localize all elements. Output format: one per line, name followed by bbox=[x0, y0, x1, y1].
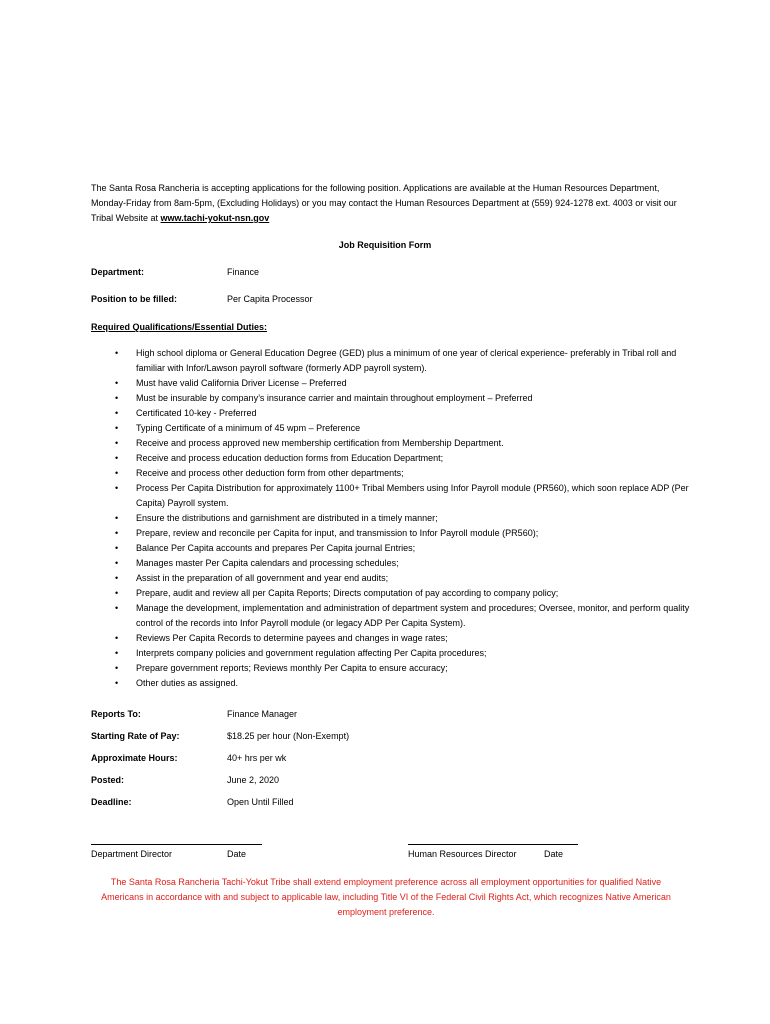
list-item: • Manage the development, implementation and administration of department system and procedures; Oversee, monitor, and perform quality control of the records into Infor Payroll module (or legacy ADP Per Capita System). bbox=[115, 603, 690, 628]
list-item: • Must be insurable by company’s insurance carrier and maintain throughout employment – Preferred bbox=[91, 391, 691, 406]
bullet: • bbox=[115, 348, 119, 358]
form-title: Job Requisition Form bbox=[338, 240, 432, 250]
bullet: • bbox=[115, 633, 119, 643]
bullet: • bbox=[115, 678, 119, 688]
bullet: • bbox=[115, 438, 119, 448]
hr-director-date-label: Date bbox=[544, 849, 564, 859]
deadline-value: Open Until Filled bbox=[227, 797, 294, 807]
list-item: • Prepare, review and reconcile per Capita for input, and transmission to Infor Payroll module (PR560); bbox=[91, 526, 691, 541]
list-item: • Prepare, audit and review all per Capita Reports; Directs computation of pay according to company policy; bbox=[91, 586, 691, 601]
reports-to-label: Reports To: bbox=[91, 709, 141, 719]
tribal-website-link[interactable]: www.tachi-yokut-nsn.gov bbox=[160, 213, 270, 223]
list-item: • Interprets company policies and government regulation affecting Per Capita procedures; bbox=[91, 646, 691, 661]
list-item: • Balance Per Capita accounts and prepares Per Capita journal Entries; bbox=[91, 541, 691, 556]
intro-text: The Santa Rosa Rancheria is accepting applications for the following position. Applications are available at the Human Resources Department, Monday-Friday from 8am-5pm, (Excluding Holidays) or you may contact the Human Resources Department at (559) 924-1278 ext. 4003 or visit our Tribal Website at bbox=[91, 183, 677, 223]
hr-director-signature-line bbox=[408, 844, 578, 845]
intro-paragraph bbox=[91, 181, 691, 226]
list-item: • Reviews Per Capita Records to determine payees and changes in wage rates; bbox=[91, 631, 691, 646]
hours-label: Approximate Hours: bbox=[91, 753, 178, 763]
bullet: • bbox=[115, 603, 119, 613]
list-item: • Manages master Per Capita calendars and processing schedules; bbox=[91, 556, 691, 571]
duties-list bbox=[91, 346, 691, 691]
bullet: • bbox=[115, 543, 119, 553]
bullet: • bbox=[115, 588, 119, 598]
deadline-label: Deadline: bbox=[91, 797, 132, 807]
list-item: • High school diploma or General Education Degree (GED) plus a minimum of one year of clerical experience- preferably in Tribal roll and familiar with Infor/Lawson payroll software (formerly ADP payroll system). bbox=[115, 348, 677, 373]
bullet: • bbox=[115, 453, 119, 463]
posted-value: June 2, 2020 bbox=[227, 775, 280, 785]
list-item: • Typing Certificate of a minimum of 45 wpm – Preference bbox=[91, 421, 691, 436]
position-label: Position to be filled: bbox=[91, 294, 177, 304]
list-item: • Other duties as assigned. bbox=[91, 676, 691, 691]
bullet: • bbox=[115, 573, 119, 583]
bullet: • bbox=[115, 378, 119, 388]
department-director-signature-line bbox=[91, 844, 262, 845]
pay-rate-label: Starting Rate of Pay: bbox=[91, 731, 180, 741]
bullet: • bbox=[115, 393, 119, 403]
list-item: • Ensure the distributions and garnishment are distributed in a timely manner; bbox=[91, 511, 691, 526]
bullet: • bbox=[115, 408, 119, 418]
department-director-date-label: Date bbox=[227, 849, 247, 859]
list-item: • Must have valid California Driver License – Preferred bbox=[91, 376, 691, 391]
list-item: • Process Per Capita Distribution for approximately 1100+ Tribal Members using Infor Payroll module (PR560), which soon replace ADP (Per Capita) Payroll system. bbox=[115, 483, 689, 508]
pay-rate-value: $18.25 per hour (Non-Exempt) bbox=[227, 731, 350, 741]
posted-label: Posted: bbox=[91, 775, 125, 785]
department-label: Department: bbox=[91, 267, 145, 277]
list-item: • Certificated 10-key - Preferred bbox=[91, 406, 691, 421]
bullet: • bbox=[115, 663, 119, 673]
list-item: • Receive and process approved new membership certification from Membership Department. bbox=[91, 436, 691, 451]
bullet: • bbox=[115, 468, 119, 478]
reports-to-value: Finance Manager bbox=[227, 709, 298, 719]
bullet: • bbox=[115, 513, 119, 523]
bullet: • bbox=[115, 528, 119, 538]
list-item: • Receive and process other deduction form from other departments; bbox=[91, 466, 691, 481]
list-item: • Prepare government reports; Reviews monthly Per Capita to ensure accuracy; bbox=[91, 661, 691, 676]
hr-director-label: Human Resources Director bbox=[408, 849, 517, 859]
bullet: • bbox=[115, 648, 119, 658]
qualifications-heading: Required Qualifications/Essential Duties: bbox=[91, 322, 268, 332]
bullet: • bbox=[115, 558, 119, 568]
position-value: Per Capita Processor bbox=[227, 294, 313, 304]
bullet: • bbox=[115, 423, 119, 433]
list-item: • Receive and process education deduction forms from Education Department; bbox=[91, 451, 691, 466]
department-director-label: Department Director bbox=[91, 849, 173, 859]
employment-preference-notice: The Santa Rosa Rancheria Tachi-Yokut Tribe shall extend employment preference across all employment opportunities for qualified Native Americans in accordance with and subject to applicable law, including Title VI of the Federal Civil Rights Act, which recognizes Native American employment preference. bbox=[101, 877, 671, 917]
department-value: Finance bbox=[227, 267, 260, 277]
bullet: • bbox=[115, 483, 119, 493]
hours-value: 40+ hrs per wk bbox=[227, 753, 287, 763]
list-item: • Assist in the preparation of all government and year end audits; bbox=[91, 571, 691, 586]
